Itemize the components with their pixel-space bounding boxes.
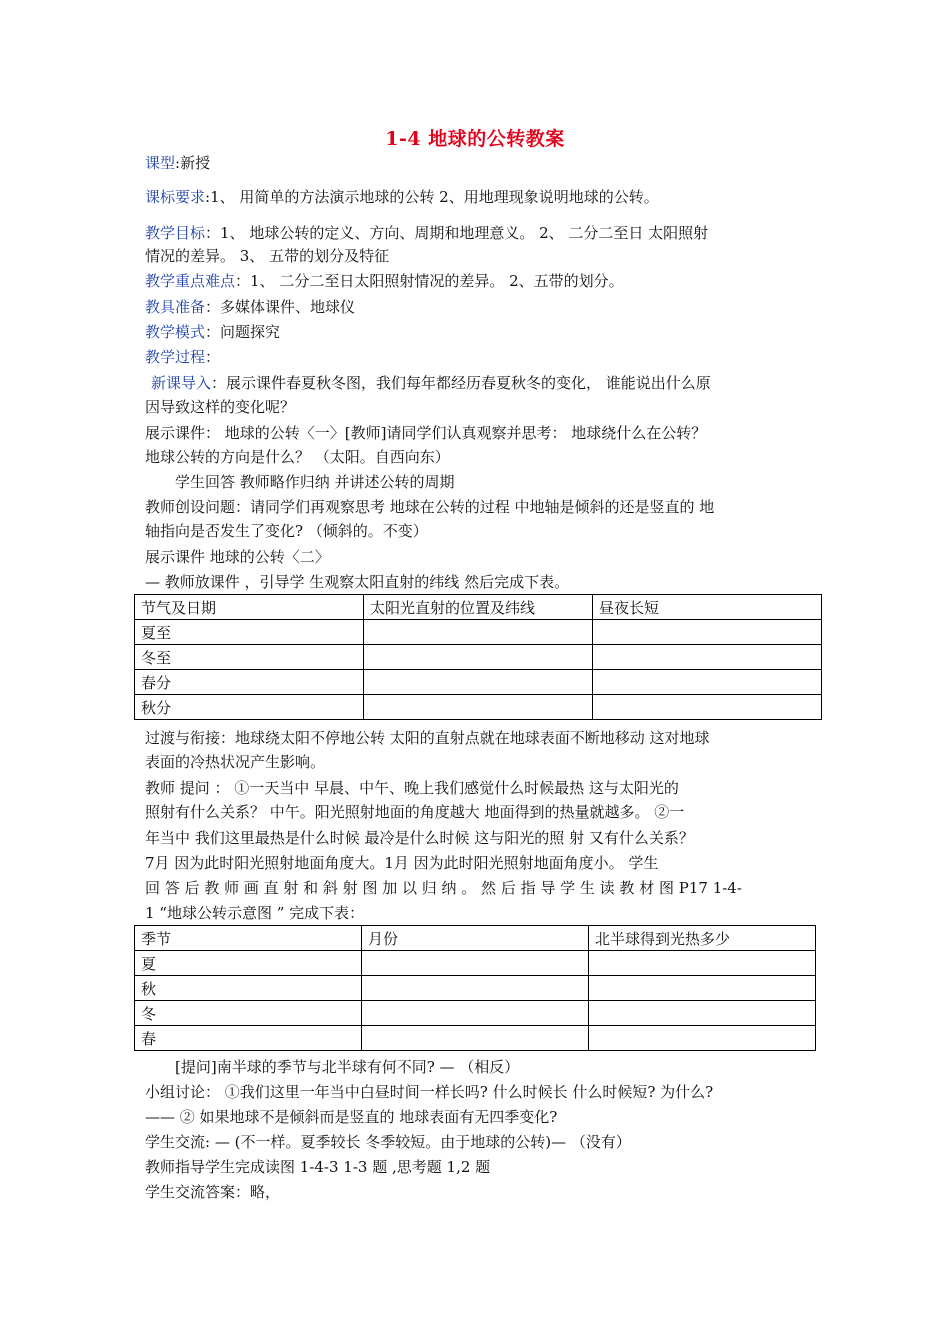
teacher-ask-line-6: 1 “地球公转示意图 ” 完成下表：: [145, 904, 365, 922]
table-header-cell: 太阳光直射的位置及纬线: [364, 595, 593, 620]
mode-label: 教学模式: [145, 323, 206, 341]
answer-line: 学生交流答案：略，: [145, 1183, 281, 1201]
table-cell: [364, 620, 593, 645]
table-header-cell: 节气及日期: [135, 595, 364, 620]
objectives-label: 教学目标: [145, 224, 206, 242]
table-row: [135, 1001, 816, 1026]
solar-terms-table: [134, 594, 822, 720]
tools-label: 教具准备: [145, 298, 206, 316]
group-discussion-line-1: 小组讨论： ①我们这里一年当中白昼时间一样长吗? 什么时候长 什么时候短? 为什么?: [145, 1083, 714, 1101]
table-cell: [593, 670, 822, 695]
transition-line-1: 过渡与衔接：地球绕太阳不停地公转 太阳的直射点就在地球表面不断地移动 这对地球: [145, 729, 710, 747]
table-cell: [362, 1001, 589, 1026]
table-cell: [593, 620, 822, 645]
table-cell: [589, 1001, 816, 1026]
table-cell: [362, 951, 589, 976]
courseware1-line-2: 地球公转的方向是什么？ （太阳。自西向东）: [145, 448, 450, 466]
table-row: [135, 1026, 816, 1051]
table-cell: [362, 1026, 589, 1051]
mode-line: [145, 321, 825, 344]
courseware1-line-1: 展示课件： 地球的公转〈一〉[教师]请同学们认真观察并思考： 地球绕什么在公转？: [145, 424, 707, 442]
teacher-question-line-2: 轴指向是否发生了变化? （倾斜的。不变）: [145, 522, 428, 540]
table-cell: 冬至: [135, 645, 364, 670]
table-cell: [589, 1026, 816, 1051]
teacher-ask-line-2: 照射有什么关系？ 中午。阳光照射地面的角度越大 地面得到的热量就越多。 ②一: [145, 803, 685, 821]
teacher-ask-line-5: 回 答 后 教 师 画 直 射 和 斜 射 图 加 以 归 纳 。 然 后 指 导 学 生 读 教 材 图 P17 1-4-: [145, 879, 742, 897]
objectives-text-1: ：1、 地球公转的定义、方向、周期和地理意义。 2、 二分二至日 太阳照射: [205, 224, 709, 242]
table-cell: 冬: [135, 1001, 362, 1026]
teacher-ask-line-1: 教师 提问 ： ①一天当中 早晨、中午、晚上我们感觉什么时候最热 这与太阳光的: [145, 779, 679, 797]
key-points-label: 教学重点难点: [145, 272, 236, 290]
course-type-label: 课型: [145, 154, 176, 172]
table-header-cell: 季节: [135, 926, 362, 951]
course-type-line: [145, 152, 825, 175]
page-title: 1-4 地球的公转教案: [385, 128, 565, 150]
table-row: [135, 976, 816, 1001]
mode-text: ：问题探究: [205, 323, 281, 341]
student-answer-line: 学生回答 教师略作归纳 并讲述公转的周期: [175, 473, 455, 491]
group-discussion-line-2: —— ② 如果地球不是倾斜而是竖直的 地球表面有无四季变化?: [145, 1108, 558, 1126]
table-header-cell: 昼夜长短: [593, 595, 822, 620]
tools-line: [145, 296, 825, 319]
table-cell: [364, 695, 593, 720]
table-cell: [593, 695, 822, 720]
process-text: ：: [205, 348, 221, 366]
table-cell: 春: [135, 1026, 362, 1051]
table-cell: [364, 645, 593, 670]
teacher-ask-line-3: 年当中 我们这里最热是什么时候 最冷是什么时候 这与阳光的照 射 又有什么关系？: [145, 829, 694, 847]
process-line: [145, 346, 825, 369]
table-row: [135, 645, 822, 670]
key-points-line: [145, 270, 825, 293]
standards-label: 课标要求: [145, 188, 206, 206]
south-question-line: [提问]南半球的季节与北半球有何不同? — （相反）: [175, 1058, 520, 1076]
table-cell: [362, 976, 589, 1001]
teacher-question-line-1: 教师创设问题：请同学们再观察思考 地球在公转的过程 中地轴是倾斜的还是竖直的 地: [145, 498, 715, 516]
table-cell: [589, 976, 816, 1001]
table-header-cell: 月份: [362, 926, 589, 951]
intro-line-1: [151, 372, 831, 395]
table-header-row: [135, 595, 822, 620]
table-cell: [364, 670, 593, 695]
table-row: [135, 670, 822, 695]
intro-text-1: ：展示课件春夏秋冬图，我们每年都经历春夏秋冬的变化， 谁能说出什么原: [211, 374, 711, 392]
teacher-ask-line-4: 7月 因为此时阳光照射地面角度大。1月 因为此时阳光照射地面角度小。 学生: [145, 854, 659, 872]
table-header-row: [135, 926, 816, 951]
standards-line: [145, 186, 825, 209]
intro-label: 新课导入: [151, 374, 212, 392]
guide-line: 教师指导学生完成读图 1-4-3 1-3 题 ,思考题 1,2 题: [145, 1158, 491, 1176]
tools-text: ：多媒体课件、地球仪: [205, 298, 356, 316]
transition-line-2: 表面的冷热状况产生影响。: [145, 753, 326, 771]
table-cell: 夏: [135, 951, 362, 976]
table-cell: [593, 645, 822, 670]
key-points-text: ：1、 二分二至日太阳照射情况的差异。 2、五带的划分。: [235, 272, 624, 290]
table-row: [135, 951, 816, 976]
objectives-line-1: [145, 222, 825, 245]
table-cell: [589, 951, 816, 976]
student-exchange-line: 学生交流: — (不一样。夏季较长 冬季较短。由于地球的公转)— （没有）: [145, 1133, 631, 1151]
table-cell: 秋: [135, 976, 362, 1001]
table-cell: 夏至: [135, 620, 364, 645]
table-row: [135, 695, 822, 720]
intro-line-2: 因导致这样的变化呢？: [145, 398, 296, 416]
table-row: [135, 620, 822, 645]
seasons-table: [134, 925, 816, 1051]
process-label: 教学过程: [145, 348, 206, 366]
courseware2-line: 展示课件 地球的公转〈二〉: [145, 548, 330, 566]
table-cell: 秋分: [135, 695, 364, 720]
objectives-line-2: 情况的差异。 3、 五带的划分及特征: [145, 247, 390, 265]
course-type-value: :新授: [175, 154, 211, 172]
instruction-line: — 教师放课件 ，引导学 生观察太阳直射的纬线 然后完成下表。: [145, 573, 570, 591]
table-cell: 春分: [135, 670, 364, 695]
standards-text: :1、 用简单的方法演示地球的公转 2、用地理现象说明地球的公转。: [205, 188, 659, 206]
table-header-cell: 北半球得到光热多少: [589, 926, 816, 951]
